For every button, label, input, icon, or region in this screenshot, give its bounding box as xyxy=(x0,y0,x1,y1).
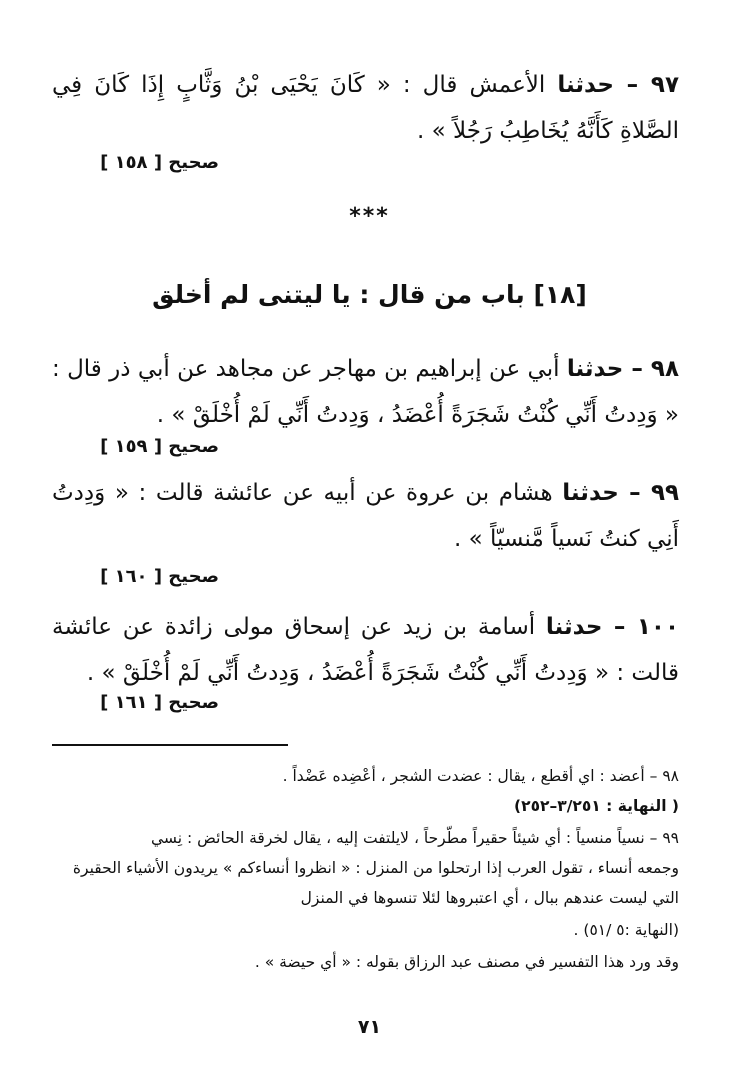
hadith-text: هشام بن عروة عن أبيه عن عائشة قالت : « وَدِدتُ أَنِي كنتُ نَسياً مَّنسيّاً » . xyxy=(52,480,679,552)
grade-label: صحيح [ ١٦٠ ] xyxy=(100,566,219,587)
hadith-97 xyxy=(52,62,679,154)
hadith-keyword: حدثنا xyxy=(545,614,603,640)
hadith-text: الأعمش قال : « كَانَ يَحْيَى بْنُ وَثَّابٍ إِذَا كَانَ فِي الصَّلاةِ كَأَنَّهُ يُخَاطِبُ رَجُلاً » . xyxy=(52,72,679,144)
hadith-dash: – xyxy=(613,72,651,98)
hadith-number: ٩٩ xyxy=(650,480,680,506)
footnote-99-continuation: التي ليست عندهم ببال ، أي اعتبروها لئلا تنسوها في المنزل xyxy=(300,889,679,907)
hadith-98 xyxy=(52,346,679,438)
grade-label: صحيح [ ١٥٩ ] xyxy=(100,436,219,457)
footnote-98-definition: ٩٨ – أعضد : اي أقطع ، يقال : عضدت الشجر ، أعْضِده عَضْداً . xyxy=(282,767,679,785)
hadith-text: أسامة بن زيد عن إسحاق مولى زائدة عن عائشة قالت : « وَدِدتُ أَنِّي كُنْتُ شَجَرَةً أُعْضَدُ ، وَدِدتُ أَنِّي لَمْ أُخْلَقْ » . xyxy=(52,614,679,686)
hadith-number: ٩٧ xyxy=(650,72,679,98)
hadith-number: ١٠٠ xyxy=(636,614,680,640)
grade-label: صحيح [ ١٦١ ] xyxy=(100,692,219,713)
footnote-98-source: ( النهاية : ٣/٢٥١–٢٥٢) xyxy=(514,797,679,815)
footnote-99-note: وقد ورد هذا التفسير في مصنف عبد الرزاق بقوله : « أي حيضة » . xyxy=(254,953,679,971)
hadith-number: ٩٨ xyxy=(650,356,679,382)
hadith-dash: – xyxy=(623,356,651,382)
footnote-99-definition: ٩٩ – نسياً منسياً : أي شيئاً حقيراً مطّرحاً ، لايلتفت إليه ، يقال لخرقة الحائض : نِسي xyxy=(151,829,679,847)
hadith-99 xyxy=(52,470,679,562)
footnote-99-source: (النهاية :٥ /٥١) . xyxy=(573,921,679,939)
hadith-keyword: حدثنا xyxy=(557,72,614,98)
section-separator: *** xyxy=(349,204,390,229)
hadith-dash: – xyxy=(602,614,637,640)
hadith-keyword: حدثنا xyxy=(562,480,619,506)
hadith-dash: – xyxy=(618,480,651,506)
hadith-100 xyxy=(52,604,679,696)
chapter-title: [١٨] باب من قال : يا ليتنى لم أخلق xyxy=(152,280,587,309)
page-number: ٧١ xyxy=(357,1016,382,1038)
hadith-text: أبي عن إبراهيم بن مهاجر عن مجاهد عن أبي ذر قال : « وَدِدتُ أَنِّي كُنْتُ شَجَرَةً أُعْضَدُ ، وَدِدتُ أَنِّي لَمْ أُخْلَقْ » . xyxy=(52,356,679,428)
footnote-divider xyxy=(52,744,288,746)
footnote-99-continuation: وجمعه أنساء ، تقول العرب إذا ارتحلوا من المنزل : « انظروا أنساءكم » يريدون الأشياء الحقيرة xyxy=(72,859,679,877)
grade-label: صحيح [ ١٥٨ ] xyxy=(100,152,219,173)
hadith-keyword: حدثنا xyxy=(566,356,624,382)
